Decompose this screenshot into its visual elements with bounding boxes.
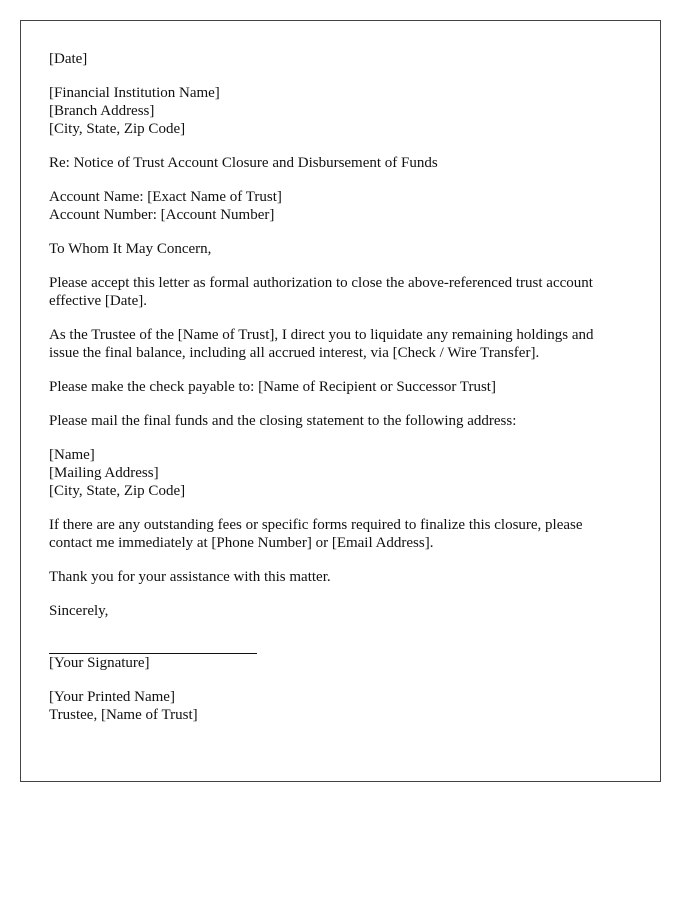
text-line: Please accept this letter as formal authorization to close the above-referenced trust account <box>49 275 593 291</box>
paragraph-authorization <box>49 274 660 310</box>
mailing-address <box>49 446 660 500</box>
date: [Date] <box>49 51 88 67</box>
text-line: contact me immediately at [Phone Number] or [Email Address]. <box>49 535 434 551</box>
text-line: issue the final balance, including all accrued interest, via [Check / Wire Transfer]. <box>49 345 540 361</box>
recipient-address <box>49 84 660 138</box>
paragraph-payee: Please make the check payable to: [Name of Recipient or Successor Trust] <box>49 379 496 395</box>
city-state-zip: [City, State, Zip Code] <box>49 121 186 137</box>
text-line: As the Trustee of the [Name of Trust], I direct you to liquidate any remaining holdings and <box>49 327 594 343</box>
account-name: Account Name: [Exact Name of Trust] <box>49 189 282 205</box>
mailing-city: [City, State, Zip Code] <box>49 483 186 499</box>
mailing-street: [Mailing Address] <box>49 465 159 481</box>
salutation: To Whom It May Concern, <box>49 241 212 257</box>
account-number: Account Number: [Account Number] <box>49 207 275 223</box>
paragraph-instructions <box>49 326 660 362</box>
signature-label: [Your Signature] <box>49 655 150 671</box>
closing: Sincerely, <box>49 603 109 619</box>
text-line: effective [Date]. <box>49 293 147 309</box>
letter-page <box>20 20 661 782</box>
paragraph-mailing: Please mail the final funds and the closing statement to the following address: <box>49 413 517 429</box>
mailing-name: [Name] <box>49 447 95 463</box>
subject-line: Re: Notice of Trust Account Closure and Disbursement of Funds <box>49 155 438 171</box>
printed-name: [Your Printed Name] <box>49 689 175 705</box>
thanks: Thank you for your assistance with this matter. <box>49 569 331 585</box>
paragraph-contact <box>49 516 660 552</box>
account-info <box>49 188 660 224</box>
signature-line <box>49 620 257 654</box>
signer-block <box>49 688 660 724</box>
text-line: If there are any outstanding fees or specific forms required to finalize this closure, please <box>49 517 583 533</box>
institution-name: [Financial Institution Name] <box>49 85 220 101</box>
branch-address: [Branch Address] <box>49 103 155 119</box>
signer-title: Trustee, [Name of Trust] <box>49 707 198 723</box>
